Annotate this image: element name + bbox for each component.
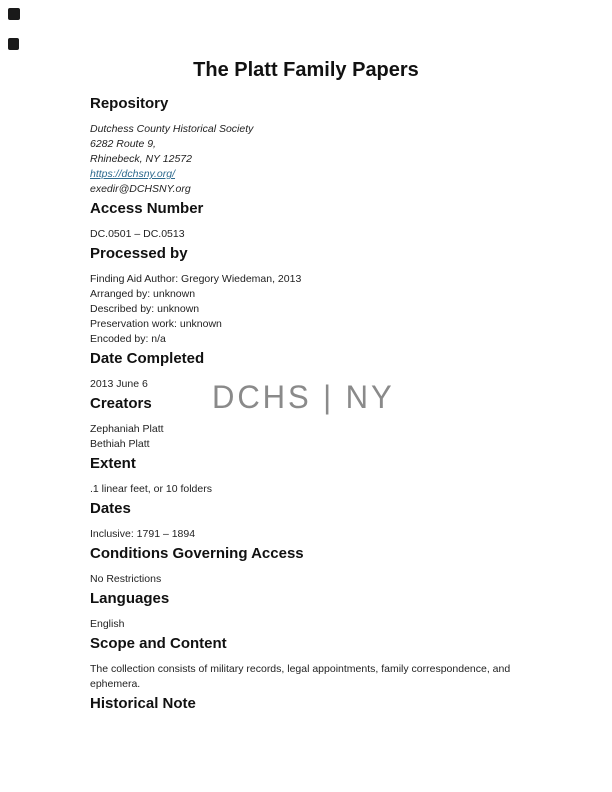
conditions-value: No Restrictions [90, 573, 162, 585]
languages-value: English [90, 618, 125, 630]
conditions-heading: Conditions Governing Access [90, 545, 304, 562]
scope-heading: Scope and Content [90, 635, 227, 652]
section-date-completed [90, 349, 522, 392]
section-extent [90, 454, 522, 497]
repository-website-line [90, 167, 522, 182]
section-creators [90, 394, 522, 452]
section-processed-by [90, 244, 522, 347]
scope-text-line: ephemera. [90, 678, 141, 690]
date-completed-value: 2013 June 6 [90, 378, 148, 390]
finding-aid-author: Finding Aid Author: Gregory Wiedeman, 2013 [90, 273, 302, 285]
dates-value: Inclusive: 1791 – 1894 [90, 528, 196, 540]
corner-mark-icon [8, 38, 19, 50]
section-languages [90, 589, 522, 632]
section-historical-note [90, 694, 522, 713]
languages-heading: Languages [90, 590, 170, 607]
encoded-by: Encoded by: n/a [90, 333, 166, 345]
access-number-heading: Access Number [90, 200, 204, 217]
repository-city-state: Rhinebeck, NY 12572 [90, 153, 192, 165]
repository-name: Dutchess County Historical Society [90, 123, 254, 135]
repository-street: 6282 Route 9, [90, 138, 156, 150]
section-conditions-governing-access [90, 544, 522, 587]
repository-website-link[interactable]: https://dchsny.org/ [90, 168, 176, 180]
repository-heading: Repository [90, 95, 169, 112]
corner-mark-icon [8, 8, 20, 20]
section-access-number [90, 199, 522, 242]
extent-value: .1 linear feet, or 10 folders [90, 483, 212, 495]
access-number-value: DC.0501 – DC.0513 [90, 228, 185, 240]
creators-heading: Creators [90, 395, 152, 412]
creator-name: Zephaniah Platt [90, 423, 164, 435]
dchs-ny-watermark: DCHS | NY [212, 379, 395, 415]
arranged-by: Arranged by: unknown [90, 288, 196, 300]
creator-name: Bethiah Platt [90, 438, 150, 450]
repository-email: exedir@DCHSNY.org [90, 183, 191, 195]
section-dates [90, 499, 522, 542]
section-repository [90, 94, 522, 197]
extent-heading: Extent [90, 455, 136, 472]
preservation-work: Preservation work: unknown [90, 318, 222, 330]
section-scope-and-content [90, 634, 522, 692]
page-title: The Platt Family Papers [193, 59, 419, 81]
described-by: Described by: unknown [90, 303, 200, 315]
processed-by-heading: Processed by [90, 245, 188, 262]
scope-text-line: The collection consists of military records, legal appointments, family correspondence, and [90, 663, 511, 675]
dates-heading: Dates [90, 500, 131, 517]
date-completed-heading: Date Completed [90, 350, 205, 367]
historical-note-heading: Historical Note [90, 695, 196, 712]
document-content [90, 58, 522, 722]
